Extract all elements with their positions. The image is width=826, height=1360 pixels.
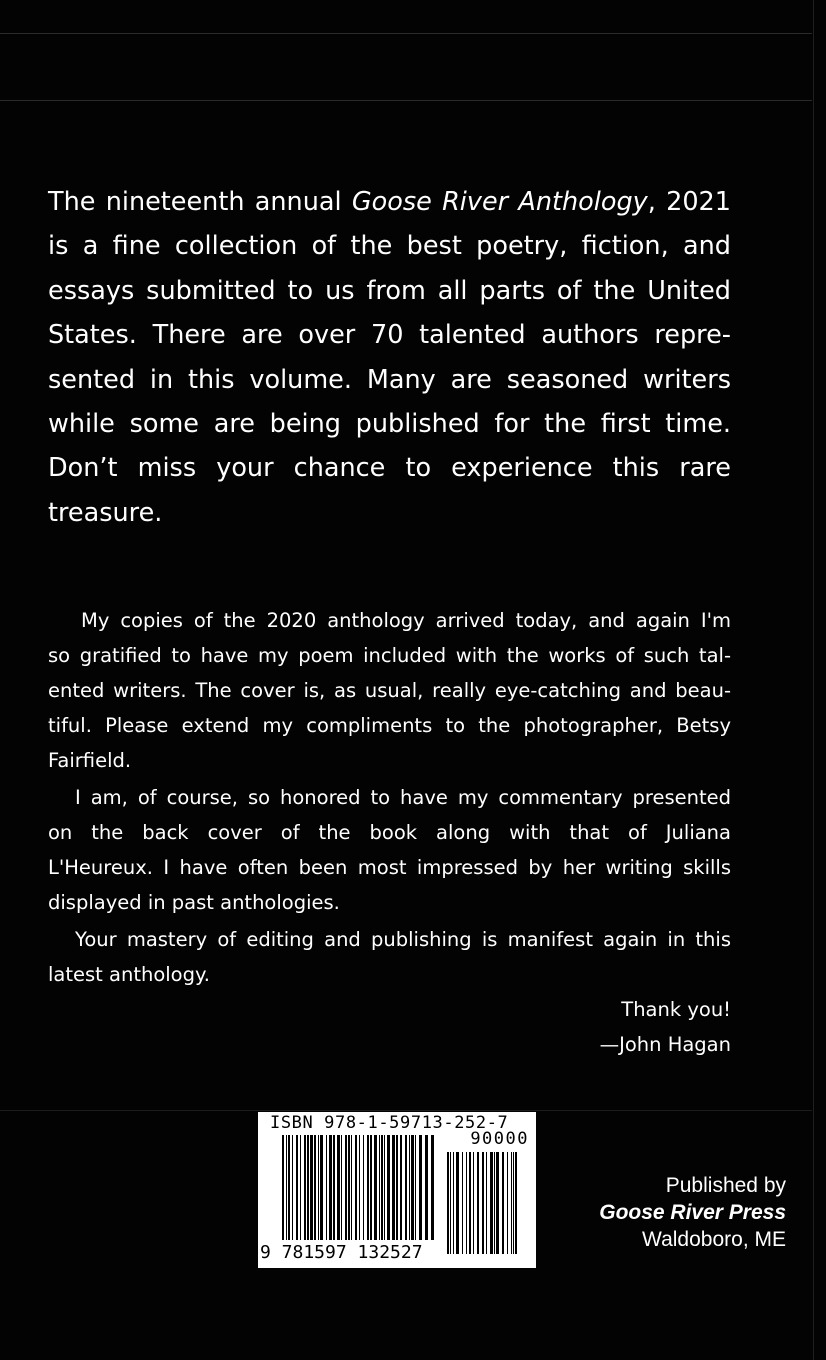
barcode-bar [462,1152,463,1254]
barcode-bar [502,1152,504,1254]
divider-line [813,0,814,1360]
barcode-bar [333,1135,335,1240]
blurb-line: while some are being published for the first time. [48,408,731,439]
publisher-name: Goose River Press [599,1201,786,1224]
barcode-bar [314,1135,316,1240]
barcode-bar [405,1135,407,1240]
blurb-line: is a fine collection of the best poetry, fiction, and [48,231,731,262]
testimonial-line: Your mastery of editing and publishing is manifest again in this [75,928,731,951]
testimonial-closing: Thank you! [621,998,731,1021]
barcode-bar [296,1135,298,1240]
blurb-line [48,180,731,224]
book-blurb [48,180,731,535]
anthology-title: Goose River Anthology [351,187,648,217]
testimonial-line: on the back cover of the book along with that of Juliana [48,821,731,844]
barcode-bar [466,1152,467,1254]
barcode-bar [304,1135,306,1240]
barcode-bar [341,1135,342,1240]
barcode-bar [384,1135,385,1240]
isbn-barcode [258,1112,536,1268]
barcode-bar [367,1135,369,1240]
barcode-bar [486,1152,487,1254]
publisher-location: Waldoboro, ME [642,1228,786,1251]
barcode-bar [288,1135,290,1240]
barcode-bar [292,1135,293,1240]
barcode-bar [392,1135,395,1240]
divider-line [0,33,812,34]
barcode-bar [511,1152,512,1254]
divider-line [0,1110,812,1111]
blurb-line: sented in this volume. Many are seasoned writers [48,364,731,395]
barcode-bar [469,1152,471,1254]
barcode-bar [396,1135,398,1240]
blurb-text: , 2021 [647,187,732,217]
barcode-bar [374,1135,377,1240]
blurb-line: States. There are over 70 talented authors repre- [48,320,731,351]
barcode-bar [453,1152,454,1254]
isbn-label: ISBN 978-1-59713-252-7 [270,1113,509,1133]
barcode-bar [400,1135,402,1240]
barcode-bar [477,1152,479,1254]
barcode-bar [456,1152,459,1254]
barcode-bar [494,1152,495,1254]
testimonial-line: displayed in past anthologies. [48,891,340,914]
testimonial-line: latest anthology. [48,963,210,986]
barcode-bar [411,1135,414,1240]
barcode-bar [409,1135,410,1240]
testimonial-signature: —John Hagan [599,1033,731,1056]
barcode-bar [282,1135,284,1240]
barcode-bar [490,1152,493,1254]
barcode-bar [425,1135,428,1240]
testimonial-line: tiful. Please extend my compliments to the photographer, Betsy [48,714,731,737]
testimonial-line: Fairfield. [48,749,132,772]
testimonial-line: My copies of the 2020 anthology arrived today, and again I'm [81,609,731,632]
testimonial-line: I am, of course, so honored to have my commentary presented [75,786,731,809]
publisher-info [599,1172,786,1253]
blurb-line: Don’t miss your chance to experience this rare [48,453,731,484]
testimonial-line: so gratified to have my poem included with the works of such tal- [48,644,731,667]
testimonial-line: L'Heureux. I have often been most impressed by her writing skills [48,856,731,879]
barcode-bar [359,1135,360,1240]
barcode-bar [482,1152,484,1254]
barcode-bar [415,1135,416,1240]
barcode-bar [450,1152,451,1254]
barcode-bar [337,1135,340,1240]
barcode-bar [363,1135,364,1240]
barcode-bar [513,1152,514,1254]
barcode-bar [379,1135,380,1240]
barcode-bar [300,1135,301,1240]
barcode-digits: 9 781597 132527 [260,1242,423,1263]
barcode-bar [286,1135,287,1240]
barcode-bar [310,1135,313,1240]
testimonial-line: ented writers. The cover is, as usual, really eye-catching and beau- [48,679,731,702]
barcode-bar [326,1135,327,1240]
barcode-bar [507,1152,508,1254]
barcode-bar [351,1135,352,1240]
barcode-bar [348,1135,350,1240]
barcode-bar [320,1135,323,1240]
barcode-bar [473,1152,474,1254]
barcode-bar [496,1152,499,1254]
divider-line [0,100,812,101]
blurb-line: essays submitted to us from all parts of the United [48,275,731,306]
blurb-text: The nineteenth annual [48,187,352,217]
barcode-bar [307,1135,309,1240]
testimonial [48,603,731,1062]
barcode-bar [419,1135,422,1240]
price-code: 90000 [470,1129,529,1149]
barcode-bar [387,1135,390,1240]
barcode-bar [318,1135,319,1240]
barcode-bar [370,1135,372,1240]
barcode-bar [355,1135,357,1240]
barcode-bar [447,1152,449,1254]
barcode-bar [329,1135,332,1240]
blurb-line: treasure. [48,497,163,528]
barcode-bar [515,1152,517,1254]
barcode-bar [381,1135,383,1240]
barcode-bar [345,1135,347,1240]
published-by: Published by [665,1174,786,1197]
barcode-bar [431,1135,434,1240]
